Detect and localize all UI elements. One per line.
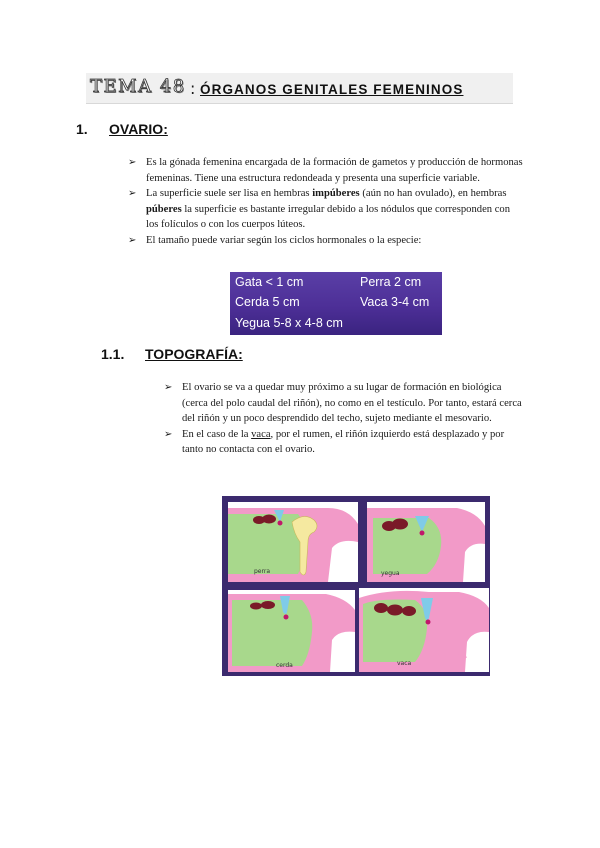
arrow-bullet-icon: ➢ [128,157,137,168]
panel-cerda [228,590,355,672]
list-item: ➢ La superficie suele ser lisa en hembras impúberes (aún no han ovulado), en hembras púberes la superficie es bastante irregular debido a los nódulos que corresponden con los folículos o con los cuerpos lúteos. [128,188,511,230]
panel-yegua [367,502,485,582]
list-item: ➢ Es la gónada femenina encargada de la formación de gametos y producción de hormonas femeninas. Tiene una estructura redondeada y presenta una superficie variable. [128,157,523,184]
panel-vaca [359,588,489,672]
size-yegua: Yegua 5-8 x 4-8 cm [235,316,343,330]
section-heading: OVARIO: [109,121,168,137]
size-vaca: Vaca 3-4 cm [360,295,430,309]
list-item: ➢ El tamaño puede variar según los ciclos hormonales o la especie: [128,233,523,249]
topografia-bullet-list [164,380,526,458]
size-gata: Gata < 1 cm [235,275,304,289]
title-colon: : [190,79,196,98]
label-cerda: cerda [276,662,293,669]
label-vaca: vaca [397,660,412,667]
size-table [230,272,442,335]
arrow-bullet-icon: ➢ [164,382,173,393]
tema-number: TEMA 48 [90,76,186,97]
list-item: ➢ En el caso de la vaca, por el rumen, el riñón izquierdo está desplazado y por tanto no contacta con el ovario. [164,428,505,455]
ovario-bullet-list [128,155,523,248]
subsection-number: 1.1. [101,346,125,362]
arrow-bullet-icon: ➢ [128,234,137,246]
list-item: ➢ El ovario se va a quedar muy próximo a su lugar de formación en biológica (cerca del polo caudal del riñón), no como en el testículo. Por tanto, estará cerca del riñón y un poco desprendido del techo, sujeto mediante el mesovario. [164,382,522,424]
ovary-topography-figure [222,496,490,676]
arrow-bullet-icon: ➢ [128,188,137,199]
page-title: ÓRGANOS GENITALES FEMENINOS [200,82,464,97]
section-number: 1. [76,121,88,137]
label-perra: perra [254,568,271,575]
subsection-heading: TOPOGRAFÍA: [145,346,243,362]
arrow-bullet-icon: ➢ [164,428,173,440]
size-perra: Perra 2 cm [360,275,422,289]
label-yegua: yegua [381,570,400,577]
size-cerda: Cerda 5 cm [235,295,300,309]
panel-perra [228,502,358,582]
